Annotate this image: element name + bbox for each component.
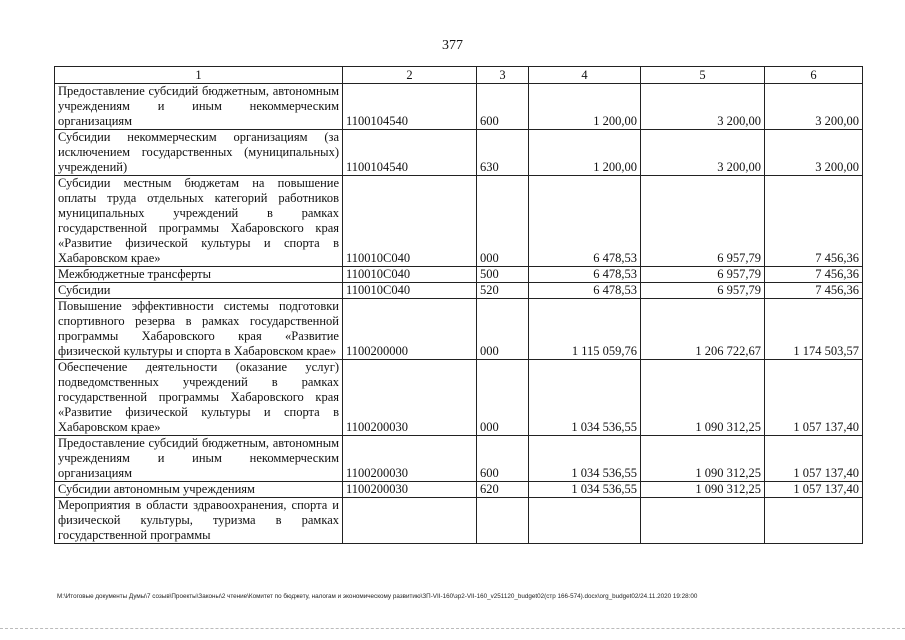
- budget-table: [54, 66, 863, 544]
- row-value-6: 1 174 503,57: [765, 299, 863, 360]
- row-code: 1100200030: [343, 360, 477, 436]
- row-code: 1100200000: [343, 299, 477, 360]
- row-code: 110010С040: [343, 283, 477, 299]
- row-name: Субсидии местным бюджетам на повышение оплаты труда отдельных категорий работников муниципальных учреждений в рамках государственной программы Хабаровского края «Развитие физической культуры и спорта в Хабаровском крае»: [55, 176, 343, 267]
- row-type: [477, 498, 529, 544]
- table-row: [55, 436, 863, 482]
- row-name: Субсидии некоммерческим организациям (за исключением государственных (муниципальных) учреждений): [55, 130, 343, 176]
- column-header-5: 5: [641, 67, 765, 84]
- row-value-4: 1 200,00: [529, 84, 641, 130]
- row-value-6: 1 057 137,40: [765, 482, 863, 498]
- page-bottom-divider: [0, 628, 905, 630]
- row-value-5: 3 200,00: [641, 130, 765, 176]
- row-name: Предоставление субсидий бюджетным, автономным учреждениям и иным некоммерческим организациям: [55, 436, 343, 482]
- row-value-5: 6 957,79: [641, 176, 765, 267]
- row-name: Субсидии автономным учреждениям: [55, 482, 343, 498]
- row-code: 1100200030: [343, 482, 477, 498]
- row-code: 1100104540: [343, 130, 477, 176]
- row-code: 110010С040: [343, 267, 477, 283]
- row-value-6: 3 200,00: [765, 130, 863, 176]
- row-type: 620: [477, 482, 529, 498]
- row-code: 1100200030: [343, 436, 477, 482]
- row-value-6: 7 456,36: [765, 267, 863, 283]
- row-type: 630: [477, 130, 529, 176]
- row-type: 600: [477, 436, 529, 482]
- row-value-6: 3 200,00: [765, 84, 863, 130]
- row-value-5: 6 957,79: [641, 267, 765, 283]
- row-value-6: [765, 498, 863, 544]
- row-name: Межбюджетные трансферты: [55, 267, 343, 283]
- row-value-6: 7 456,36: [765, 176, 863, 267]
- row-value-4: 1 034 536,55: [529, 436, 641, 482]
- row-type: 000: [477, 360, 529, 436]
- row-value-5: 6 957,79: [641, 283, 765, 299]
- row-value-4: 1 034 536,55: [529, 360, 641, 436]
- row-type: 000: [477, 176, 529, 267]
- row-code: [343, 498, 477, 544]
- row-name: Мероприятия в области здравоохранения, спорта и физической культуры, туризма в рамках государственной программы: [55, 498, 343, 544]
- row-value-6: 7 456,36: [765, 283, 863, 299]
- document-path-footer: M:\Итоговые документы Думы\7 созыв\Проекты\Законы\2 чтение\Комитет по бюджету, налогам и экономическому развитию\ЗП-VII-160\зр2-VII-160_v251120_budget02(стр 166-574).docx\org_budget02/24.11.2020 19:28:00: [57, 593, 698, 600]
- page-number: 377: [442, 38, 463, 53]
- table-row: [55, 176, 863, 267]
- header-row: [55, 67, 863, 84]
- row-value-4: 6 478,53: [529, 283, 641, 299]
- row-value-5: 3 200,00: [641, 84, 765, 130]
- column-header-3: 3: [477, 67, 529, 84]
- row-type: 000: [477, 299, 529, 360]
- row-value-6: 1 057 137,40: [765, 436, 863, 482]
- table-row: [55, 283, 863, 299]
- column-header-6: 6: [765, 67, 863, 84]
- row-value-4: [529, 498, 641, 544]
- row-value-4: 1 115 059,76: [529, 299, 641, 360]
- row-value-5: 1 090 312,25: [641, 360, 765, 436]
- row-value-4: 6 478,53: [529, 267, 641, 283]
- table-row: [55, 84, 863, 130]
- row-name: Повышение эффективности системы подготовки спортивного резерва в рамках государственной программы Хабаровского края «Развитие физической культуры и спорта в Хабаровском крае»: [55, 299, 343, 360]
- column-header-1: 1: [55, 67, 343, 84]
- row-code: 110010С040: [343, 176, 477, 267]
- table-row: [55, 130, 863, 176]
- row-value-4: 1 034 536,55: [529, 482, 641, 498]
- row-type: 520: [477, 283, 529, 299]
- row-value-5: [641, 498, 765, 544]
- row-value-6: 1 057 137,40: [765, 360, 863, 436]
- row-type: 500: [477, 267, 529, 283]
- row-value-4: 1 200,00: [529, 130, 641, 176]
- row-type: 600: [477, 84, 529, 130]
- row-name: Субсидии: [55, 283, 343, 299]
- table-row: [55, 498, 863, 544]
- row-name: Предоставление субсидий бюджетным, автономным учреждениям и иным некоммерческим организациям: [55, 84, 343, 130]
- table-row: [55, 482, 863, 498]
- row-value-5: 1 206 722,67: [641, 299, 765, 360]
- row-code: 1100104540: [343, 84, 477, 130]
- row-value-5: 1 090 312,25: [641, 482, 765, 498]
- row-value-5: 1 090 312,25: [641, 436, 765, 482]
- row-name: Обеспечение деятельности (оказание услуг) подведомственных учреждений в рамках государственной программы Хабаровского края «Развитие физической культуры и спорта в Хабаровском крае»: [55, 360, 343, 436]
- column-header-2: 2: [343, 67, 477, 84]
- table-row: [55, 267, 863, 283]
- row-value-4: 6 478,53: [529, 176, 641, 267]
- table-row: [55, 360, 863, 436]
- table-row: [55, 299, 863, 360]
- column-header-4: 4: [529, 67, 641, 84]
